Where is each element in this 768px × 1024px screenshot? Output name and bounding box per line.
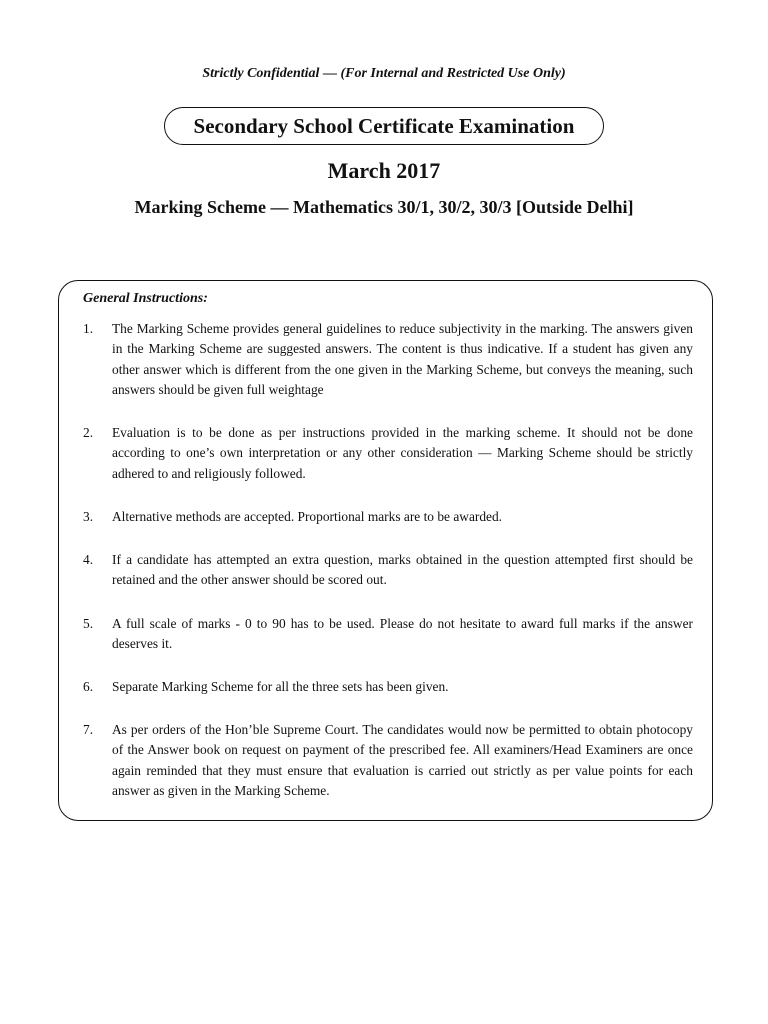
instruction-text: Evaluation is to be done as per instructions provided in the marking scheme. It should not be done according to one’s own interpretation or any other consideration — Marking Scheme should be strictly adhered to and religiously followed.: [112, 425, 693, 481]
instruction-item: [83, 423, 693, 484]
instruction-number: 6.: [83, 679, 94, 694]
exam-date: March 2017: [327, 158, 441, 183]
instructions-heading: General Instructions:: [83, 291, 208, 306]
instruction-text: A full scale of marks - 0 to 90 has to be used. Please do not hesitate to award full marks if the answer deserves it.: [112, 616, 693, 652]
instruction-item: [83, 677, 693, 697]
instruction-number: 1.: [83, 321, 94, 336]
instruction-number: 3.: [83, 509, 94, 524]
instruction-text: As per orders of the Hon’ble Supreme Court. The candidates would now be permitted to obtain photocopy of the Answer book on request on payment of the prescribed fee. All examiners/Head Examiners are once again reminded that they must ensure that evaluation is carried out strictly as per value points for each answer as given in the Marking Scheme.: [112, 722, 693, 799]
instruction-number: 4.: [83, 552, 94, 567]
marking-scheme-subtitle: Marking Scheme — Mathematics 30/1, 30/2, 30/3 [Outside Delhi]: [134, 197, 634, 217]
instruction-item: [83, 614, 693, 655]
instruction-text: If a candidate has attempted an extra question, marks obtained in the question attempted first should be retained and the other answer should be scored out.: [112, 552, 693, 588]
instruction-item: [83, 720, 693, 802]
instruction-item: [83, 507, 693, 527]
instruction-item: [83, 550, 693, 591]
instruction-text: The Marking Scheme provides general guidelines to reduce subjectivity in the marking. The answers given in the Marking Scheme are suggested answers. The content is thus indicative. If a student has given any other answer which is different from the one given in the Marking Scheme, but conveys the meaning, such answers should be given full weightage: [112, 321, 693, 398]
confidentiality-notice: Strictly Confidential — (For Internal and Restricted Use Only): [202, 66, 566, 81]
instruction-number: 5.: [83, 616, 94, 631]
instruction-number: 2.: [83, 425, 94, 440]
instruction-number: 7.: [83, 722, 94, 737]
instruction-text: Separate Marking Scheme for all the three sets has been given.: [112, 679, 449, 694]
instruction-text: Alternative methods are accepted. Proportional marks are to be awarded.: [112, 509, 503, 524]
exam-title: Secondary School Certificate Examination: [164, 107, 604, 145]
instruction-item: [83, 319, 693, 401]
